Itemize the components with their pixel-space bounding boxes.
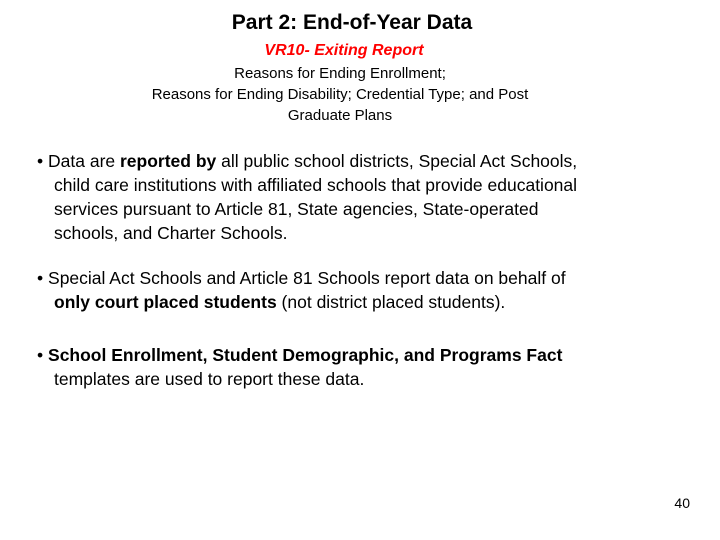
bullet-line: child care institutions with affiliated schools that provide educational	[54, 175, 578, 195]
page-number: 40	[674, 495, 690, 511]
bullet-marker: •	[37, 345, 44, 365]
bullet-text: (not district placed students).	[276, 292, 506, 312]
bullet-text: Special Act Schools and Article 81 Schools report data on behalf of	[48, 268, 566, 288]
bullet-marker: •	[37, 268, 44, 288]
bullet-templates	[37, 343, 687, 391]
bullet-emphasis: reported by	[120, 151, 217, 171]
bullet-line: templates are used to report these data.	[54, 369, 365, 389]
bullet-text: all public school districts, Special Act Schools,	[216, 151, 578, 171]
bullet-marker: •	[37, 151, 44, 171]
bullet-line	[37, 266, 687, 290]
bullet-reporting-entities	[37, 149, 687, 245]
bullet-line: services pursuant to Article 81, State agencies, State-operated	[54, 199, 539, 219]
bullet-line	[37, 343, 687, 367]
report-subtitle: VR10- Exiting Report	[264, 42, 424, 59]
description-line-2: Reasons for Ending Disability; Credential Type; and Post	[151, 86, 529, 103]
bullet-line: schools, and Charter Schools.	[54, 223, 288, 243]
bullet-line	[37, 149, 687, 173]
bullet-court-placed	[37, 266, 687, 314]
bullet-emphasis: School Enrollment, Student Demographic, and Programs Fact	[48, 345, 563, 365]
bullet-line	[37, 290, 687, 314]
description-line-1: Reasons for Ending Enrollment;	[234, 65, 446, 82]
bullet-emphasis: only court placed students	[54, 292, 277, 312]
slide-title: Part 2: End-of-Year Data	[231, 11, 473, 34]
description-line-3: Graduate Plans	[287, 107, 393, 124]
bullet-text: Data are	[48, 151, 120, 171]
